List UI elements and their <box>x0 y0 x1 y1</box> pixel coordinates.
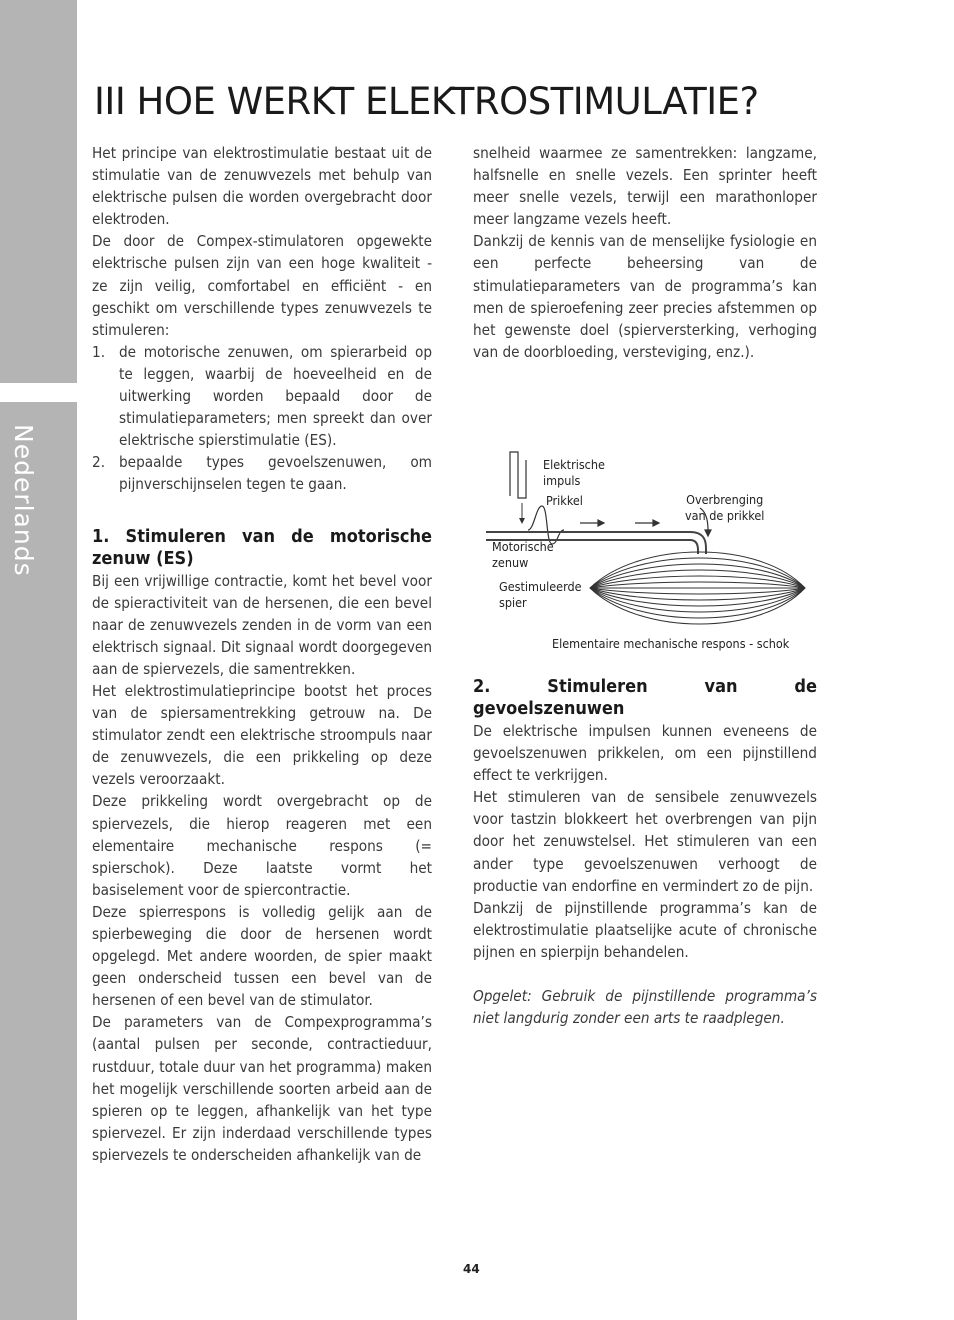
nerve-label: Motorische zenuw <box>492 539 554 570</box>
page-title: III HOE WERKT ELEKTROSTIMULATIE? <box>94 80 759 123</box>
intro-paragraph-2: De door de Compex-stimulatoren opgewekte elektrische pulsen zijn van een hoge kwaliteit - ze zijn veilig, comfortabel en efficiënt - en geschikt om verschillende types zenuwvezels te stimuleren: <box>92 232 432 339</box>
intro-paragraph-1: Het principe van elektrostimulatie bestaat uit de stimulatie van de zenuwvezels met behulp van elektrische pulsen die worden overgebracht door elektroden. <box>92 144 432 229</box>
section-2-paragraph-3: Dankzij de pijnstillende programma’s kan de elektrostimulatie plaatselijke acute of chronische pijnen en spierpijn behandelen. <box>473 898 817 961</box>
section-1-paragraph-5: De parameters van de Compexprogramma’s (aantal pulsen per seconde, contractieduur, rustduur, totale duur van het programma) maken het mogelijk verschillende soorten arbeid aan de spieren op te leggen, afhankelijk van het type spiervezel. Er zijn inderdaad verschillende types spiervezels te onderscheiden afhankelijk van de <box>92 1013 432 1164</box>
transmission-label: Overbrenging van de prikkel <box>685 492 765 523</box>
continued-paragraph-1: snelheid waarmee ze samentrekken: langzame, halfsnelle en snelle vezels. Een sprinter heeft meer snelle vezels, terwijl een marathonloper meer langzame vezels heeft. <box>473 144 817 229</box>
diagram-caption: Elementaire mechanische respons - schok <box>552 636 790 651</box>
impulse-waveform <box>510 452 526 498</box>
left-column <box>92 142 432 1166</box>
section-2-paragraph-1: De elektrische impulsen kunnen eveneens de gevoelszenuwen prikkelen, om een pijnstillend effect te verkrijgen. <box>473 721 817 785</box>
impulse-label: Elektrische impuls <box>543 457 605 488</box>
warning-note: Opgelet: Gebruik de pijnstillende programma’s niet langdurig zonder een arts te raadplegen. <box>473 986 817 1028</box>
muscle-fibers <box>590 552 805 624</box>
section-1-paragraph-2: Het elektrostimulatieprincipe bootst het proces van de spiersamentrekking getrouw na. De stimulator zendt een elektrische stroompuls naar de zenuwvezels, die een prikkeling op deze vezels veroorzaakt. <box>92 681 432 789</box>
muscle-label: Gestimuleerde spier <box>499 579 582 610</box>
nerve-type-list <box>92 341 432 496</box>
sidebar-tab <box>0 0 77 1320</box>
list-item-number: 1. <box>92 342 106 361</box>
nerve-muscle-diagram <box>480 448 825 663</box>
list-item <box>92 451 432 495</box>
section-1-paragraph-1: Bij een vrijwillige contractie, komt het bevel voor de spieractiviteit van de hersenen, die een bevel naar de zenuwvezels zenden in de vorm van een elektrisch signaal. Dit signaal wordt doorgegeven aan de spiervezels, die samentrekken. <box>92 571 432 678</box>
section-1-paragraph-4: Deze spierrespons is volledig gelijk aan de spierbeweging die door de hersenen wordt opgelegd. Met andere woorden, de spier maakt geen onderscheid tussen een bevel van de hersenen of een bevel van de stimulator. <box>92 902 432 1010</box>
list-item <box>92 341 432 451</box>
page-number: 44 <box>463 1262 480 1276</box>
list-item-text: de motorische zenuwen, om spierarbeid op te leggen, waarbij de hoeveelheid en de uitwerking worden bepaald door de stimulatieparameters; men spreekt dan over elektrische spierstimulatie (ES). <box>119 342 432 450</box>
list-item-text: bepaalde types gevoelszenuwen, om pijnverschijnselen tegen te gaan. <box>119 453 432 494</box>
list-item-number: 2. <box>92 453 106 472</box>
section-2-heading: 2. Stimuleren van de gevoelszenuwen <box>473 675 817 719</box>
stimulus-label: Prikkel <box>546 493 583 508</box>
section-2-paragraph-2: Het stimuleren van de sensibele zenuwvezels voor tastzin blokkeert het overbrengen van pijn door het zenuwstelsel. Het stimuleren van een ander type gevoelszenuwen verhoogt de productie van endorfine en vermindert zo de pijn. <box>473 788 817 895</box>
sidebar-language-label: Nederlands <box>9 424 38 577</box>
section-1-heading: 1. Stimuleren van de motorische zenuw (ES) <box>92 525 432 569</box>
sidebar-notch <box>0 383 77 402</box>
section-1-paragraph-3: Deze prikkeling wordt overgebracht op de spiervezels, die hierop reageren met een elementaire mechanische respons (= spierschok). Deze laatste vormt het basiselement voor de spiercontractie. <box>92 792 432 899</box>
continued-paragraph-2: Dankzij de kennis van de menselijke fysiologie en een perfecte beheersing van de stimulatieparameters van de programma’s kan men de spieroefening zeer precies afstemmen op het gewenste doel (spierversterking, verhoging van de doorbloeding, versteviging, enz.). <box>473 232 817 361</box>
